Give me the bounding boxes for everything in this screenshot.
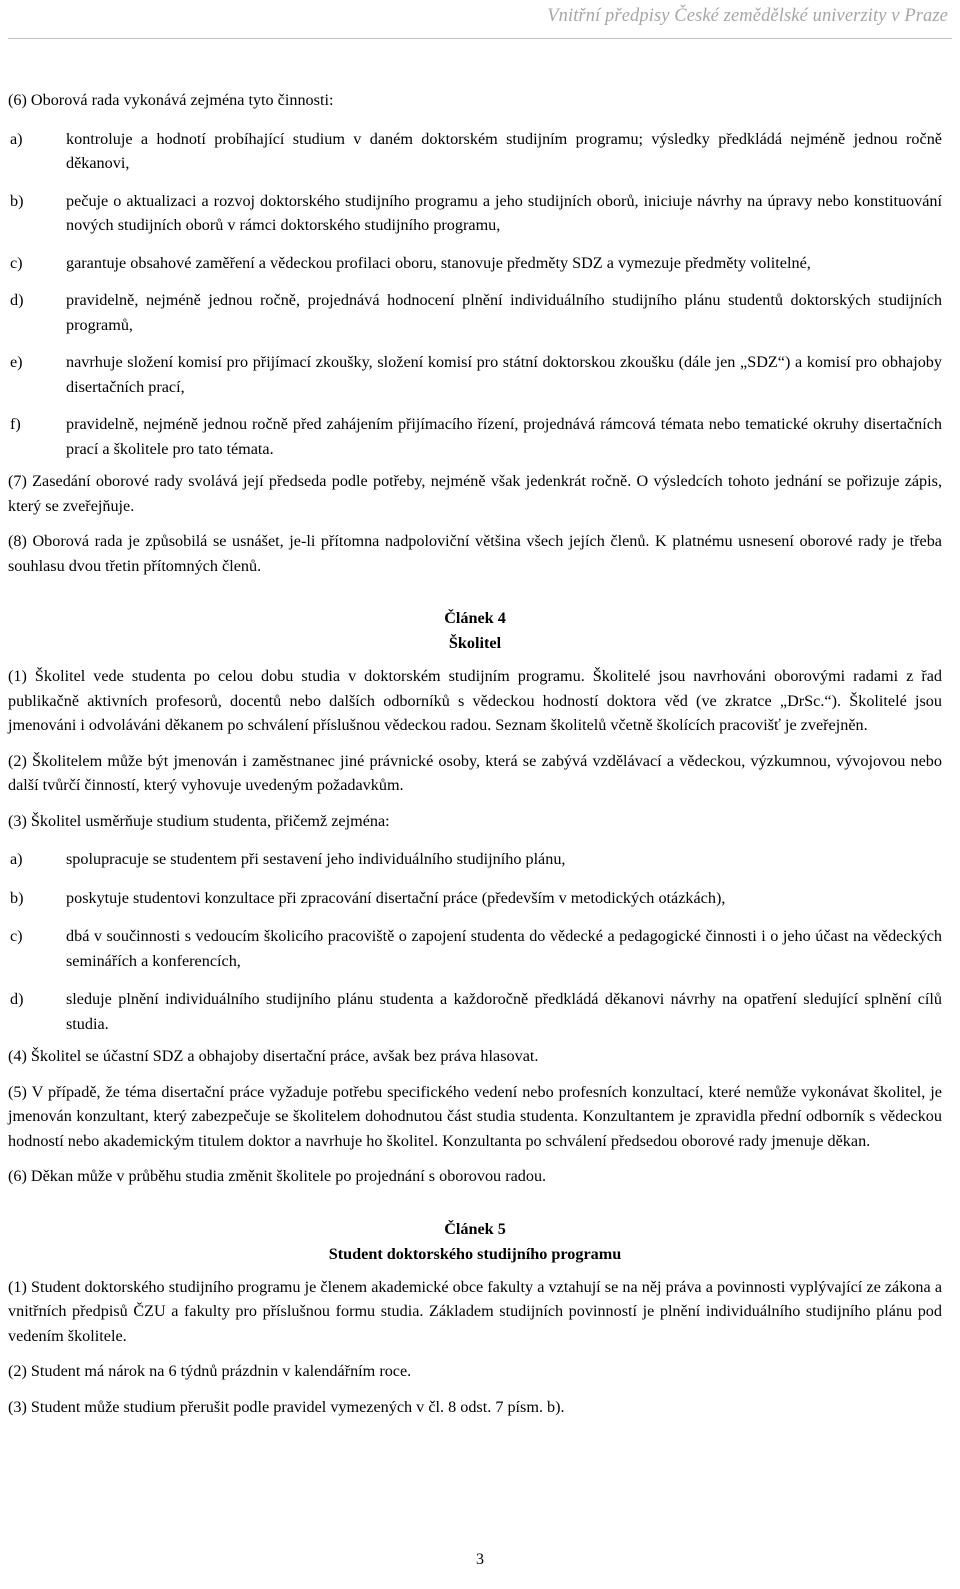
page-number: 3 [476, 1551, 484, 1568]
paragraph-8: (8) Oborová rada je způsobilá se usnášet, je-li přítomna nadpoloviční většina všech jejích členů. K platnému usnesení oborové rady je třeba souhlasu dvou třetin přítomných členů. [8, 532, 942, 575]
activities-list [8, 127, 942, 462]
paragraph-3: (3) Student může studium přerušit podle pravidel vymezených v čl. 8 odst. 7 písm. b). [8, 1397, 565, 1416]
list-item [8, 350, 942, 399]
list-letter: e) [10, 353, 23, 371]
article-number: Článek 4 [444, 609, 506, 627]
list-item [8, 886, 942, 911]
list-letter: a) [10, 129, 23, 148]
list-item [8, 412, 942, 461]
page-content [8, 88, 942, 1430]
article-title: Školitel [448, 634, 502, 652]
list-item [8, 189, 942, 238]
list-text: pravidelně, nejméně jednou ročně, projednává hodnocení plnění individuálního studijního plánu studentů doktorských studijních programů, [66, 291, 942, 334]
supervisor-duties-list [8, 847, 942, 1036]
list-letter: c) [10, 927, 23, 945]
running-header: Vnitřní předpisy České zemědělské univerzity v Praze [547, 6, 948, 26]
header-divider [8, 38, 952, 39]
list-letter: b) [10, 888, 24, 907]
paragraph-3-intro: (3) Školitel usměrňuje studium studenta, přičemž zejména: [8, 811, 390, 830]
list-item [8, 127, 942, 176]
article-title: Student doktorského studijního programu [328, 1244, 622, 1263]
list-item [8, 251, 942, 276]
list-text: dbá v součinnosti s vedoucím školicího pracoviště o zapojení studenta do vědecké a pedagogické činnosti i o jeho účast na vědeckých seminářích a konferencích, [66, 927, 942, 970]
list-text: pečuje o aktualizaci a rozvoj doktorského studijního programu a jeho studijních oborů, iniciuje návrhy na úpravy nebo konstituování nových studijních oborů v rámci doktorského studijního programu, [66, 191, 942, 234]
list-text: sleduje plnění individuálního studijního plánu studenta a každoročně předkládá děkanovi návrhy na opatření sledující splnění cílů studia. [66, 990, 942, 1033]
paragraph-5: (5) V případě, že téma disertační práce vyžaduje potřebu specifického vedení nebo profesních konzultací, které nemůže vykonávat školitel, je jmenován konzultant, který zabezpečuje se školitelem dohodnutou část studia studenta. Konzultantem je zpravidla přední odborník s vědeckou hodností nebo akademickým titulem doktor a navrhuje ho školitel. Konzultanta po schválení předsedou oborové rady jmenuje děkan. [8, 1082, 942, 1150]
list-letter: b) [10, 191, 24, 210]
list-letter: f) [10, 415, 21, 433]
list-text: poskytuje studentovi konzultace při zpracování disertační práce (především v metodických otázkách), [66, 888, 726, 907]
list-item [8, 847, 942, 872]
section-oborova-rada [8, 88, 942, 578]
list-text: navrhuje složení komisí pro přijímací zkoušky, složení komisí pro státní doktorskou zkoušku (dále jen „SDZ“) a komisí pro obhajoby disertačních prací, [66, 353, 942, 396]
list-text: garantuje obsahové zaměření a vědeckou profilaci oboru, stanovuje předměty SDZ a vymezuje předměty volitelné, [66, 253, 811, 272]
paragraph-6: (6) Děkan může v průběhu studia změnit školitele po projednání s oborovou radou. [8, 1167, 547, 1185]
list-letter: a) [10, 850, 23, 868]
list-letter: d) [10, 990, 24, 1008]
paragraph-4: (4) Školitel se účastní SDZ a obhajoby disertační práce, avšak bez práva hlasovat. [8, 1047, 539, 1065]
article-5-heading [8, 1217, 942, 1267]
paragraph-6-intro: (6) Oborová rada vykonává zejména tyto činnosti: [8, 91, 334, 109]
article-number: Článek 5 [444, 1219, 506, 1238]
list-item [8, 288, 942, 337]
list-letter: c) [10, 253, 23, 272]
list-item [8, 924, 942, 973]
paragraph-7: (7) Zasedání oborové rady svolává její předseda podle potřeby, nejméně však jedenkrát ročně. O výsledcích tohoto jednání se pořizuje zápis, který se zveřejňuje. [8, 472, 942, 515]
list-text: pravidelně, nejméně jednou ročně před zahájením přijímacího řízení, projednává rámcová témata nebo tematické okruhy disertačních prací a školitele pro tato témata. [66, 415, 942, 458]
paragraph-2: (2) Školitelem může být jmenován i zaměstnanec jiné právnické osoby, která se zabývá vzdělávací a vědeckou, výzkumnou, vývojovou nebo další tvůrčí činností, který vyhovuje uvedeným požadavkům. [8, 751, 942, 794]
paragraph-2: (2) Student má nárok na 6 týdnů prázdnin v kalendářním roce. [8, 1362, 412, 1380]
article-4-heading [8, 606, 942, 656]
paragraph-1: (1) Student doktorského studijního programu je členem akademické obce fakulty a vztahují se na něj práva a povinnosti vyplývající ze zákona a vnitřních předpisů ČZU a fakulty pro příslušnou formu studia. Základem studijních povinností je plnění individuálního studijního plánu pod vedením školitele. [8, 1277, 942, 1345]
list-text: spolupracuje se studentem při sestavení jeho individuálního studijního plánu, [66, 850, 566, 868]
list-item [8, 987, 942, 1036]
list-text: kontroluje a hodnotí probíhající studium v daném doktorském studijním programu; výsledky předkládá nejméně jednou ročně děkanovi, [66, 129, 942, 172]
list-letter: d) [10, 291, 24, 309]
paragraph-1: (1) Školitel vede studenta po celou dobu studia v doktorském studijním programu. Školitelé jsou navrhováni oborovými radami z řad publikačně aktivních profesorů, docentů nebo dalších odborníků s vědeckou hodností doktora věd (ve zkratce „DrSc.“). Školitelé jsou jmenováni i odvoláváni děkanem po schválení příslušnou vědeckou radou. Seznam školitelů včetně školících pracovišť je zveřejněn. [8, 667, 942, 734]
